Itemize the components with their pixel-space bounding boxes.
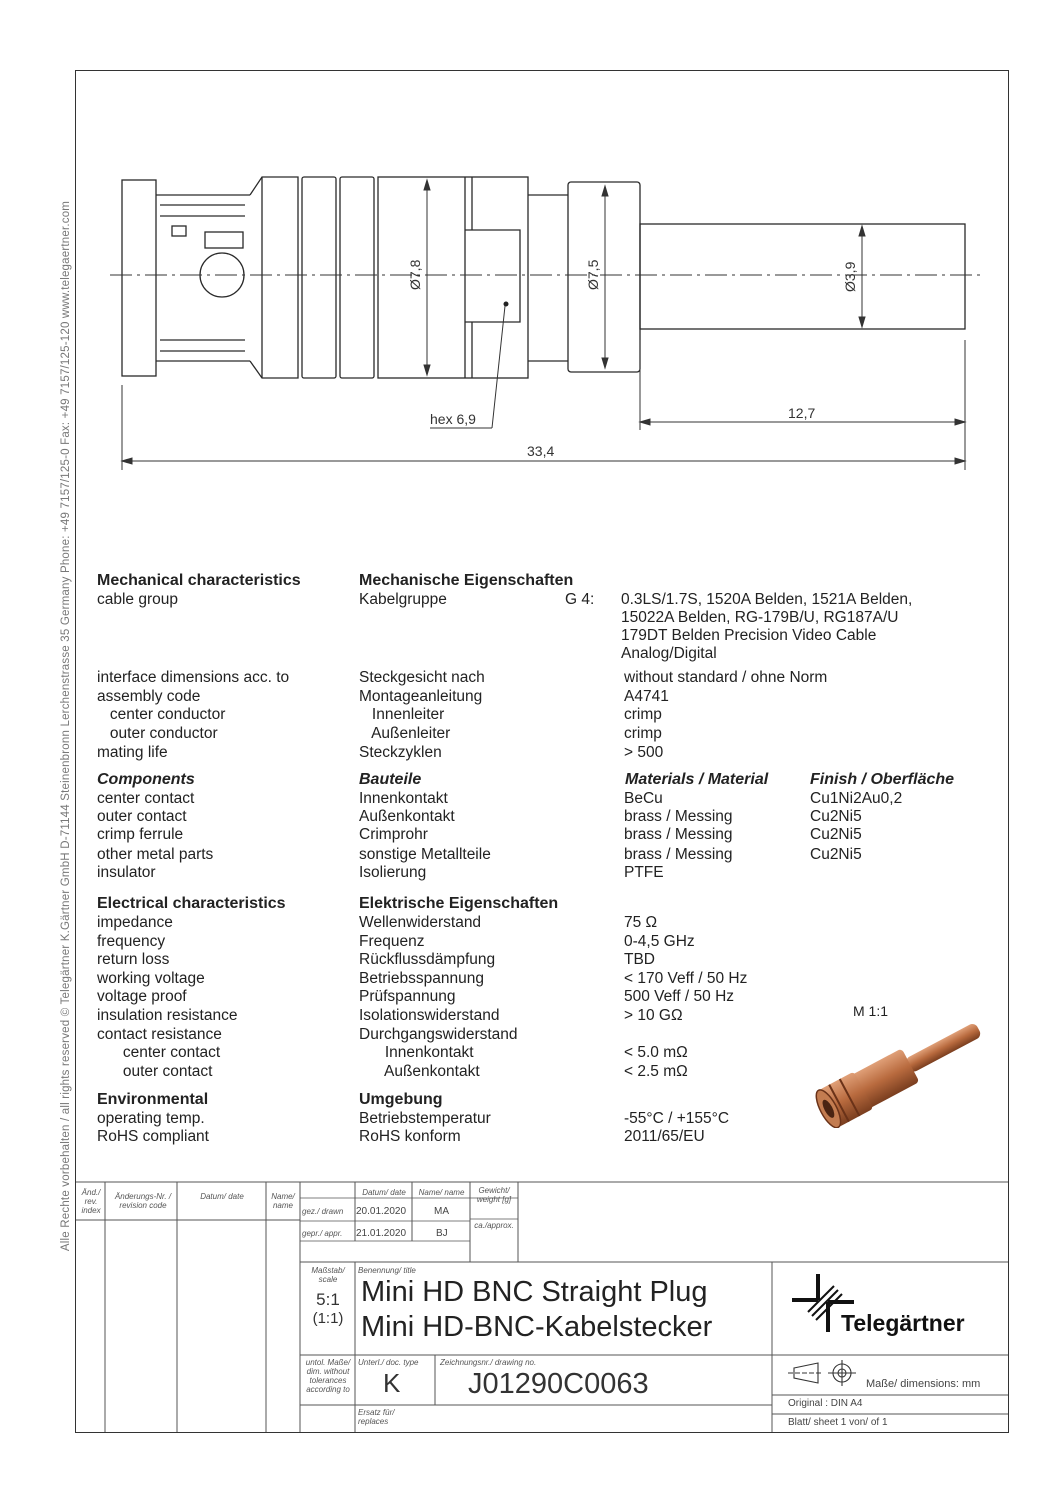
row-en: mating life (97, 744, 168, 761)
row-de: Prüfspannung (359, 988, 456, 1005)
row-val: 75 Ω (624, 914, 658, 931)
row-en: insulator (97, 864, 156, 881)
row-de: Innenkontakt (359, 790, 448, 807)
row-en: center contact (97, 790, 195, 807)
product-title-de: Mini HD-BNC-Kabelstecker (361, 1311, 713, 1343)
row-de: Frequenz (359, 933, 425, 950)
row-val: A4741 (624, 688, 669, 705)
row-de: Betriebstemperatur (359, 1110, 491, 1127)
dim-d75: Ø7,5 (585, 259, 601, 290)
row-val: 15022A Belden, RG-179B/U, RG187A/U (621, 609, 899, 626)
row-de: Innenleiter (359, 706, 445, 723)
row-en: outer contact (97, 1063, 213, 1080)
company-address-text: Alle Rechte vorbehalten / all rights reserved © Telegärtner K.Gärtner GmbH D-71144 Steinenbronn Lerchenstrasse 35 Germany Phone: +49 7157/125-0 Fax: +49 7157/125-120 www.telegaertner.com (60, 200, 72, 1252)
row-val: < 5.0 mΩ (624, 1044, 688, 1061)
row-en: contact resistance (97, 1026, 222, 1043)
row-mat: brass / Messing (624, 846, 733, 863)
doc-type: K (383, 1368, 401, 1398)
electrical-heading-de: Elektrische Eigenschaften (359, 895, 559, 912)
row-val: 0-4,5 GHz (624, 933, 695, 950)
row-fin: Cu2Ni5 (810, 846, 862, 863)
approved-label: gepr./ appr. (302, 1229, 343, 1238)
row-val: without standard / ohne Norm (624, 669, 828, 686)
row-en: impedance (97, 914, 173, 931)
row-de: Durchgangswiderstand (359, 1026, 518, 1043)
environmental-heading-de: Umgebung (359, 1091, 443, 1108)
row-fin: Cu2Ni5 (810, 826, 862, 843)
rev-index-label: Änd./ rev. index (81, 1188, 101, 1215)
drawing-number: J01290C0063 (468, 1368, 649, 1400)
row-en: center contact (97, 1044, 221, 1061)
row-en: outer contact (97, 808, 187, 825)
row-de: Außenleiter (359, 725, 451, 742)
dim-334: 33,4 (527, 443, 555, 459)
date-header: Datum/ date (362, 1188, 406, 1197)
mechanical-heading-en: Mechanical characteristics (97, 572, 301, 589)
name-label: Name/ name (271, 1192, 295, 1210)
row-en: interface dimensions acc. to (97, 669, 290, 686)
components-heading-de: Bauteile (359, 771, 422, 788)
row-de: Wellenwiderstand (359, 914, 482, 931)
scale-note: M 1:1 (853, 1003, 889, 1019)
components-heading-en: Components (97, 771, 195, 788)
approved-date: 21.01.2020 (356, 1228, 407, 1239)
row-en: outer conductor (97, 725, 218, 742)
projection-symbol-icon (788, 1358, 860, 1388)
doc-type-label: Unterl./ doc. type (358, 1358, 419, 1367)
materials-heading: Materials / Material (625, 771, 769, 788)
row-mat: PTFE (624, 864, 664, 881)
row-val: crimp (624, 706, 662, 723)
row-en: operating temp. (97, 1110, 205, 1127)
drawn-date: 20.01.2020 (356, 1206, 407, 1217)
row-val: 500 Veff / 50 Hz (624, 988, 735, 1005)
row-de: Isolierung (359, 864, 427, 881)
row-de: sonstige Metallteile (359, 846, 491, 863)
drawn-name: MA (434, 1206, 449, 1217)
row-fin: Cu1Ni2Au0,2 (810, 790, 903, 807)
drawn-label: gez./ drawn (302, 1207, 344, 1216)
tolerance-label: untol. Maße/ dim. without tolerances according to (305, 1358, 351, 1394)
row-de: Betriebsspannung (359, 970, 484, 987)
row-de: Crimprohr (359, 826, 428, 843)
date-label: Datum/ date (200, 1192, 244, 1201)
dim-hex: hex 6,9 (430, 411, 476, 427)
finish-heading: Finish / Oberfläche (810, 771, 955, 788)
brand-name: Telegärtner (841, 1310, 965, 1336)
row-de: Rückflussdämpfung (359, 951, 496, 968)
original-format: Original : DIN A4 (788, 1398, 863, 1409)
electrical-heading-en: Electrical characteristics (97, 895, 286, 912)
row-de: Kabelgruppe (359, 591, 447, 608)
name-header: Name/ name (418, 1188, 465, 1197)
dim-d78: Ø7,8 (407, 259, 423, 290)
title-block (76, 1182, 1008, 1432)
cable-group-prefix: G 4: (565, 591, 595, 608)
title-label: Benennung/ title (358, 1266, 416, 1275)
row-de: Innenkontakt (359, 1044, 474, 1061)
weight-approx: ca./approx. (474, 1221, 514, 1230)
row-val: TBD (624, 951, 655, 968)
row-de: Außenkontakt (359, 1063, 480, 1080)
row-en: center conductor (97, 706, 226, 723)
row-en: insulation resistance (97, 1007, 238, 1024)
drawing-no-label: Zeichnungsnr./ drawing no. (440, 1358, 537, 1367)
scale-value-2: (1:1) (312, 1310, 344, 1327)
row-val: > 10 GΩ (624, 1007, 683, 1024)
approved-name: BJ (436, 1228, 448, 1239)
row-en: return loss (97, 951, 170, 968)
row-en: voltage proof (97, 988, 187, 1005)
rev-code-label: Änderungs-Nr. / revision code (114, 1192, 172, 1210)
scale-label: Maßstab/ scale (311, 1266, 345, 1284)
row-en: crimp ferrule (97, 826, 184, 843)
row-val: < 2.5 mΩ (624, 1063, 688, 1080)
row-de: RoHS konform (359, 1128, 461, 1145)
row-val: < 170 Veff / 50 Hz (624, 970, 748, 987)
replaces-label: Ersatz für/ replaces (358, 1408, 395, 1426)
dim-127: 12,7 (788, 405, 816, 421)
row-val: crimp (624, 725, 662, 742)
row-de: Steckzyklen (359, 744, 442, 761)
dim-d39: Ø3,9 (842, 261, 858, 292)
row-val: 0.3LS/1.7S, 1520A Belden, 1521A Belden, (621, 591, 913, 608)
row-mat: brass / Messing (624, 808, 733, 825)
row-val: Analog/Digital (621, 645, 717, 662)
dimensions-unit: Maße/ dimensions: mm (866, 1378, 981, 1390)
row-mat: BeCu (624, 790, 663, 807)
row-en: other metal parts (97, 846, 214, 863)
row-en: frequency (97, 933, 166, 950)
mechanical-heading-de: Mechanische Eigenschaften (359, 572, 574, 589)
row-fin: Cu2Ni5 (810, 808, 862, 825)
row-de: Isolationswiderstand (359, 1007, 500, 1024)
row-en: cable group (97, 591, 179, 608)
sheet-info: Blatt/ sheet 1 von/ of 1 (788, 1417, 888, 1428)
weight-header: Gewicht/ weight [g] (476, 1186, 512, 1204)
row-en: assembly code (97, 688, 201, 705)
row-de: Steckgesicht nach (359, 669, 485, 686)
scale-value: 5:1 (316, 1290, 340, 1309)
environmental-heading-en: Environmental (97, 1091, 209, 1108)
row-val: 179DT Belden Precision Video Cable (621, 627, 877, 644)
row-mat: brass / Messing (624, 826, 733, 843)
row-de: Außenkontakt (359, 808, 455, 825)
row-de: Montageanleitung (359, 688, 483, 705)
row-en: working voltage (97, 970, 205, 987)
row-en: RoHS compliant (97, 1128, 209, 1145)
row-val: 2011/65/EU (624, 1128, 705, 1145)
row-val: -55°C / +155°C (624, 1110, 730, 1127)
row-val: > 500 (624, 744, 664, 761)
product-title-en: Mini HD BNC Straight Plug (361, 1276, 708, 1308)
